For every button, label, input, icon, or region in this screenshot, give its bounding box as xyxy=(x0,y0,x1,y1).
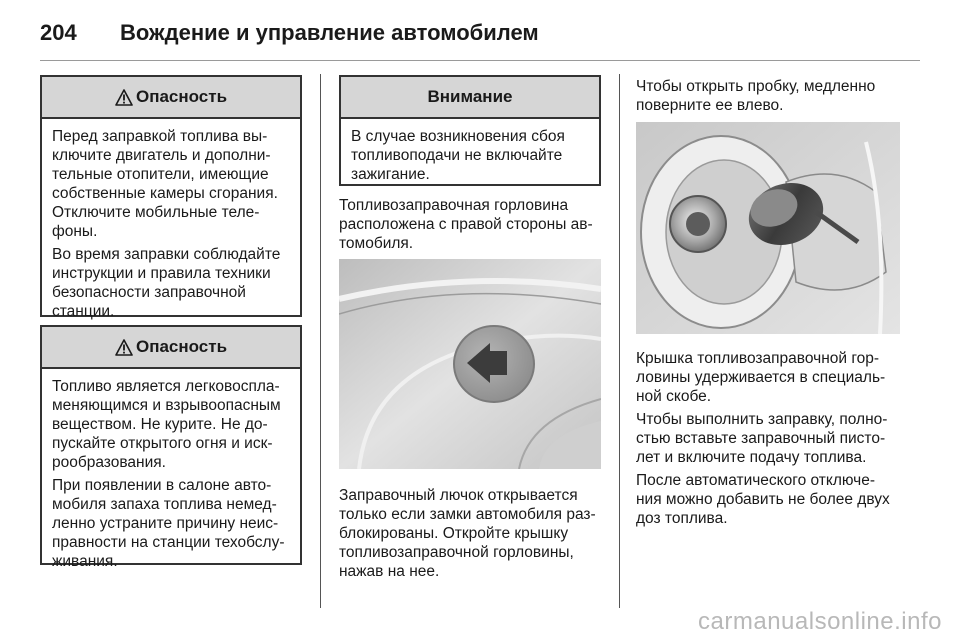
cap-holder-text: Крышка топливозаправочной гор- ловины удерживается в специаль- ной скобе. Чтобы выполнить заправку, полно- стью вставьте заправочный писто- лет и включите подачу топлива. После автоматического отключе- ния можно добавить не более двух доз топлива. xyxy=(636,350,890,527)
notice-box-title: Внимание xyxy=(427,87,513,106)
danger-box-body xyxy=(42,369,300,571)
page-number: 204 xyxy=(40,20,77,45)
danger-box-fuel-hazard xyxy=(40,325,302,570)
fuel-flap-illustration xyxy=(339,259,601,469)
paragraph: Топливо является легковоспла- меняющимся и взрывоопасным веществом. Не курите. Не до- пускайте открытого огня и иск- рообразования. xyxy=(52,378,281,471)
page-title: Вождение и управление автомобилем xyxy=(120,20,539,45)
fuel-flap-open-text: Заправочный лючок открывается только если замки автомобиля раз- блокированы. Откройте крышку топливозаправочной горловины, нажав на нее. xyxy=(339,487,596,580)
paragraph: В случае возникновения сбоя топливоподачи не включайте зажигание. xyxy=(351,128,565,183)
watermark: carmanualsonline.info xyxy=(698,608,942,635)
paragraph: При появлении в салоне авто- мобиля запаха топлива немед- ленно устраните причину неис- правности на станции техобслу- живания. xyxy=(52,477,285,570)
danger-box-header xyxy=(42,327,300,369)
warning-triangle-icon xyxy=(115,339,133,356)
danger-box-title: Опасность xyxy=(135,87,228,106)
danger-box-title: Опасность xyxy=(135,337,228,356)
filler-location-text: Топливозаправочная горловина расположена с правой стороны ав- томобиля. xyxy=(339,197,593,252)
notice-box xyxy=(339,75,601,186)
paragraph: Во время заправки соблюдайте инструкции и правила техники безопасности заправочной станции. xyxy=(52,246,281,320)
danger-box-header xyxy=(42,77,300,119)
fuel-cap-illustration xyxy=(636,122,900,334)
warning-triangle-icon xyxy=(115,89,133,106)
cap-open-text: Чтобы открыть пробку, медленно поверните ее влево. xyxy=(636,78,876,114)
notice-box-header xyxy=(341,77,599,119)
page-header xyxy=(40,12,920,56)
header-rule xyxy=(40,60,920,61)
column-divider xyxy=(320,74,321,608)
notice-box-body xyxy=(341,119,599,184)
danger-box-body xyxy=(42,119,300,321)
danger-box-fuel-prep xyxy=(40,75,302,320)
column-divider xyxy=(619,74,620,608)
paragraph: Перед заправкой топлива вы- ключите двигатель и дополни- тельные отопители, имеющие собственные камеры сгорания. Отключите мобильные теле- фоны. xyxy=(52,128,278,240)
